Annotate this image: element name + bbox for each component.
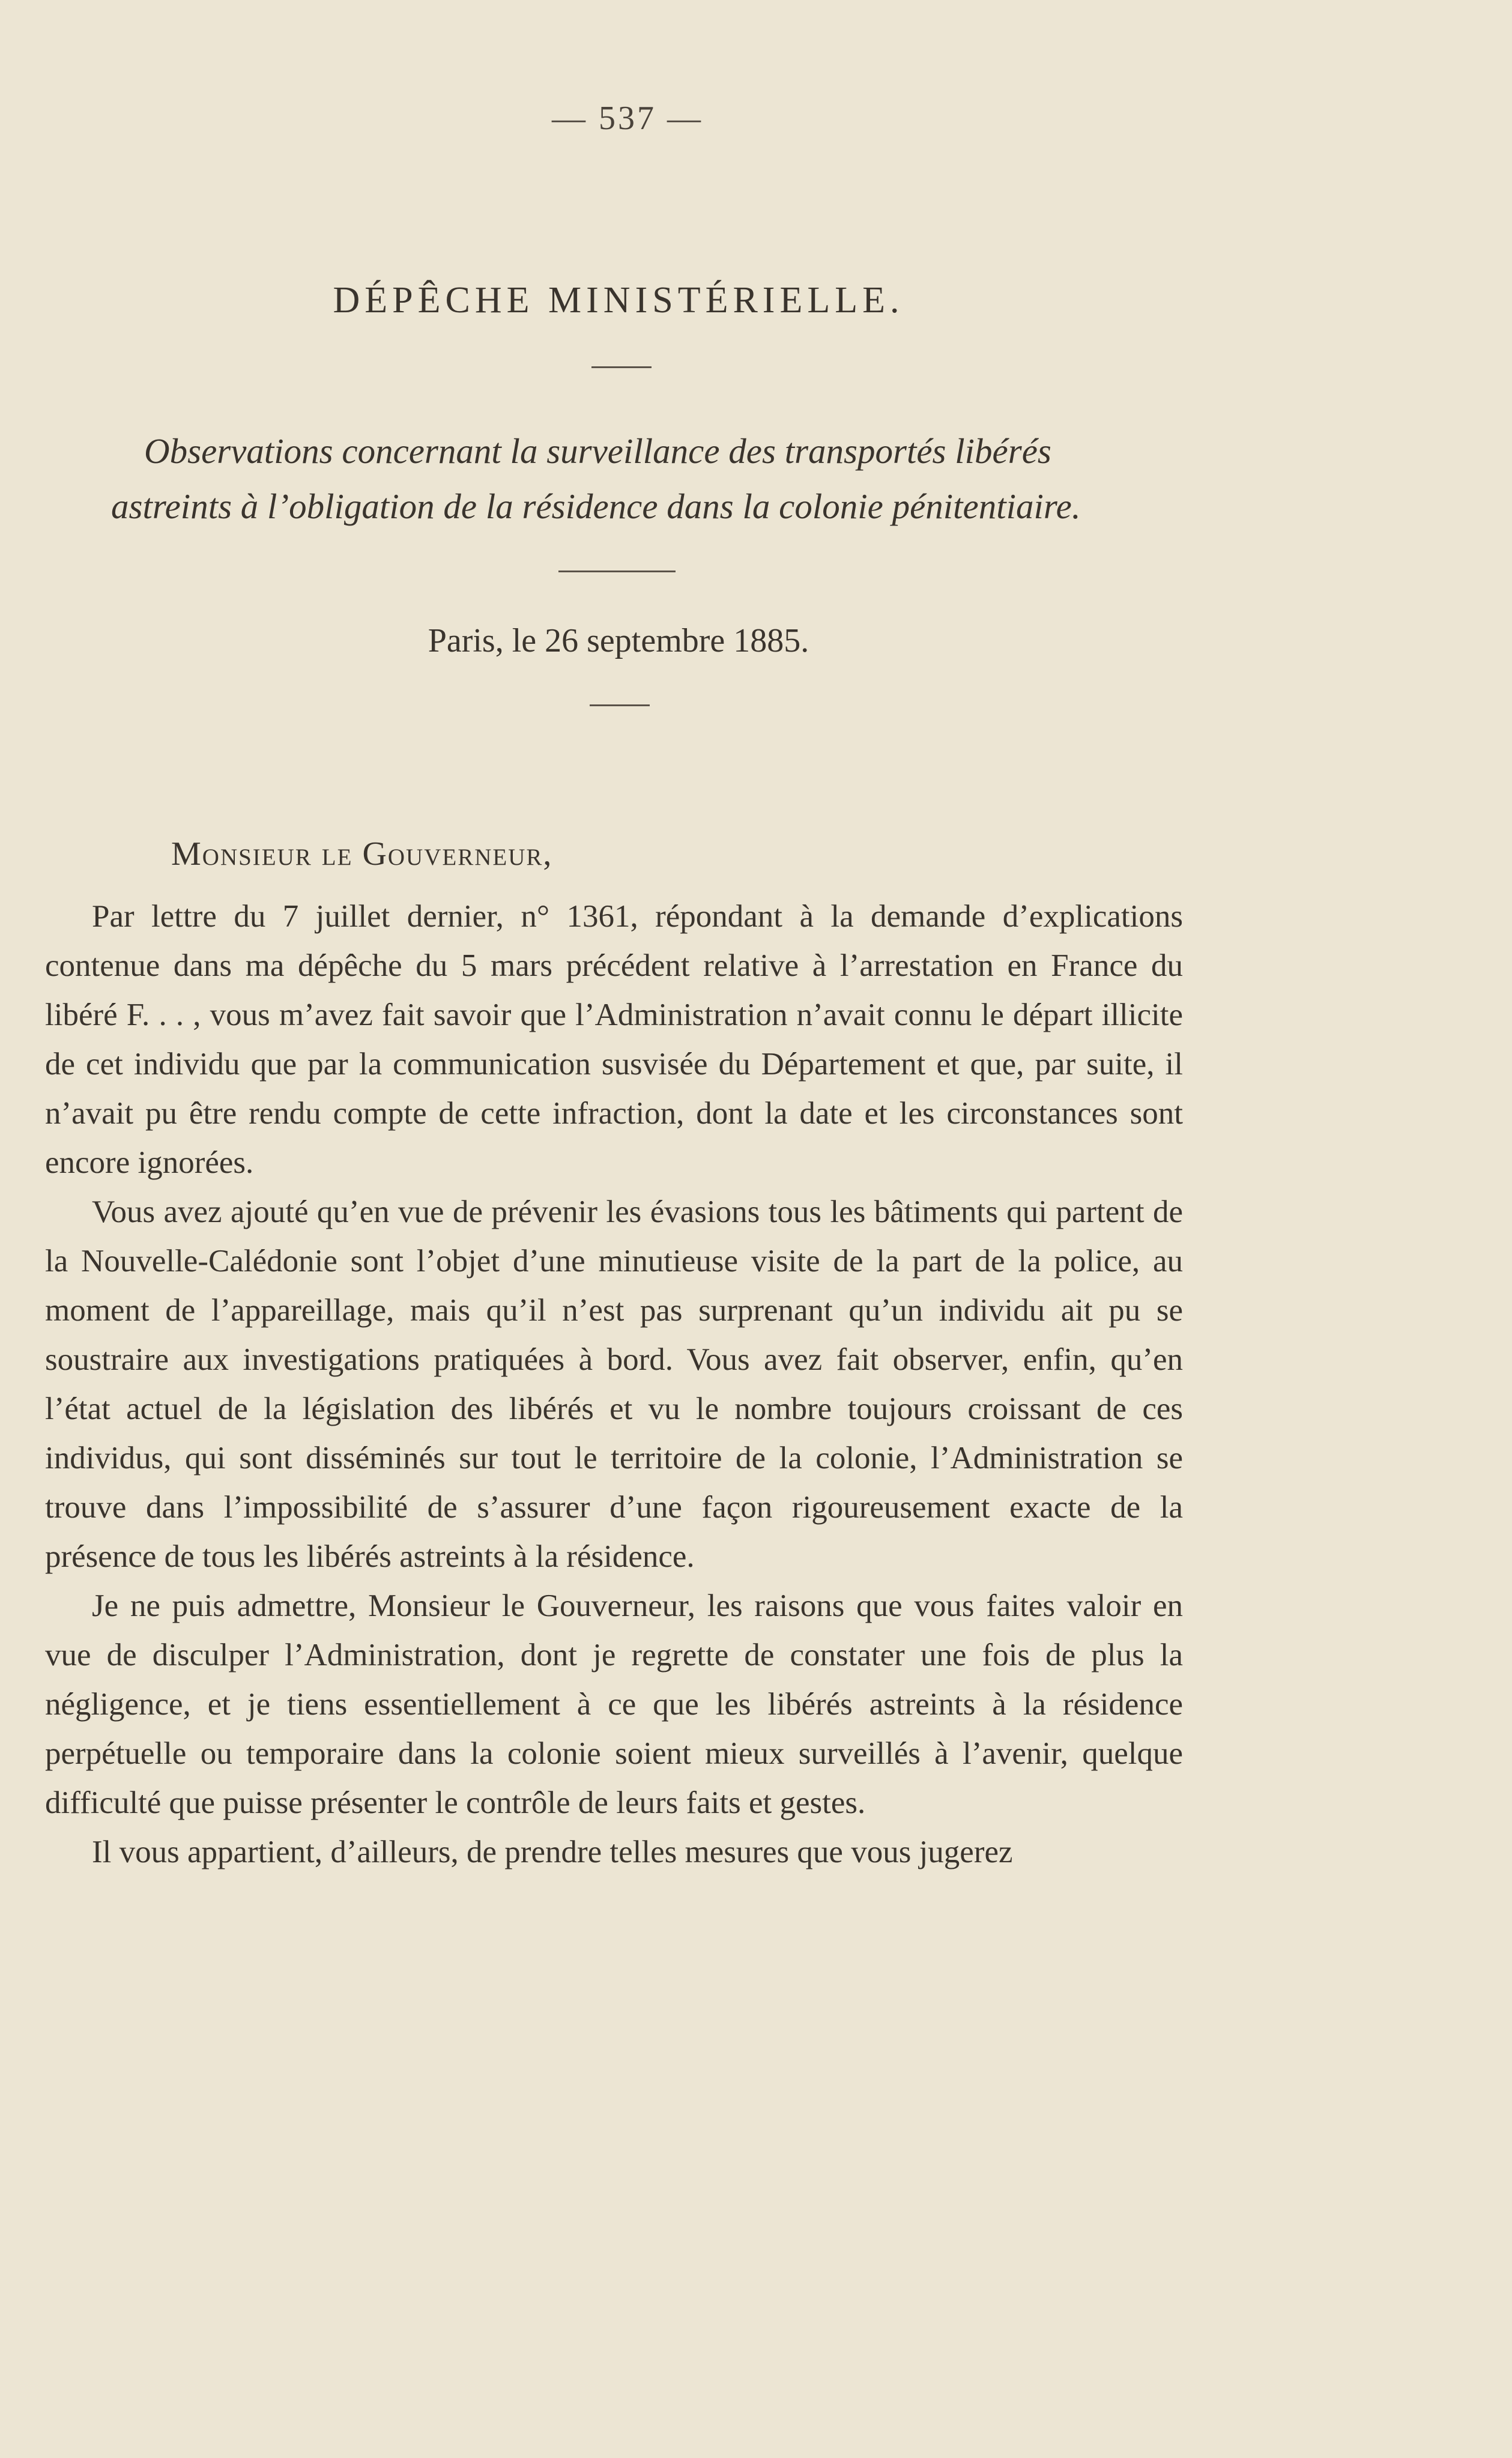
subtitle-line-2: astreints à l’obligation de la résidence dans la colonie pénitentiaire. xyxy=(111,486,1081,526)
divider-rule xyxy=(591,366,652,368)
divider-rule xyxy=(590,704,650,706)
dateline: Paris, le 26 septembre 1885. xyxy=(428,622,809,659)
subtitle-line-1: Observations concernant la surveillance des transportés libérés xyxy=(144,431,1051,471)
paragraph: Je ne puis admettre, Monsieur le Gouverneur, les raisons que vous faites valoir en vue de disculper l’Administration, dont je regrette de constater une fois de plus la négligence, et je tiens essentiellement à ce que les libérés astreints à la résidence perpétuelle ou temporaire dans la colonie soient mieux surveillés à l’avenir, quelque difficulté que puisse présenter le contrôle de leurs faits et gestes. xyxy=(45,1588,1183,1820)
subtitle xyxy=(111,423,1198,534)
salutation: Monsieur le Gouverneur, xyxy=(171,835,553,873)
page-title: DÉPÊCHE MINISTÉRIELLE. xyxy=(333,280,904,321)
body-text xyxy=(45,892,1183,1877)
paragraph: Par lettre du 7 juillet dernier, n° 1361, répondant à la demande d’explications contenue dans ma dépêche du 5 mars précédent relative à l’arrestation en France du libéré F. . . , vous m’avez fait savoir que l’Administration n’avait connu le départ illicite de cet individu que par la communication susvisée du Département et que, par suite, il n’avait pu être rendu compte de cette infraction, dont la date et les circonstances sont encore ignorées. xyxy=(45,899,1183,1180)
paragraph: Vous avez ajouté qu’en vue de prévenir les évasions tous les bâtiments qui partent de la Nouvelle-Calédonie sont l’objet d’une minutieuse visite de la part de la police, au moment de l’appareillage, mais qu’il n’est pas surprenant qu’un individu ait pu se soustraire aux investigations pratiquées à bord. Vous avez fait observer, enfin, qu’en l’état actuel de la législation des libérés et vu le nombre toujours croissant de ces individus, qui sont disséminés sur tout le territoire de la colonie, l’Administration se trouve dans l’impossibilité de s’assurer d’une façon rigoureusement exacte de la présence de tous les libérés astreints à la résidence. xyxy=(45,1194,1183,1574)
paragraph: Il vous appartient, d’ailleurs, de prendre telles mesures que vous jugerez xyxy=(92,1835,1013,1869)
divider-rule xyxy=(558,571,676,572)
page-number: — 537 — xyxy=(552,100,703,137)
